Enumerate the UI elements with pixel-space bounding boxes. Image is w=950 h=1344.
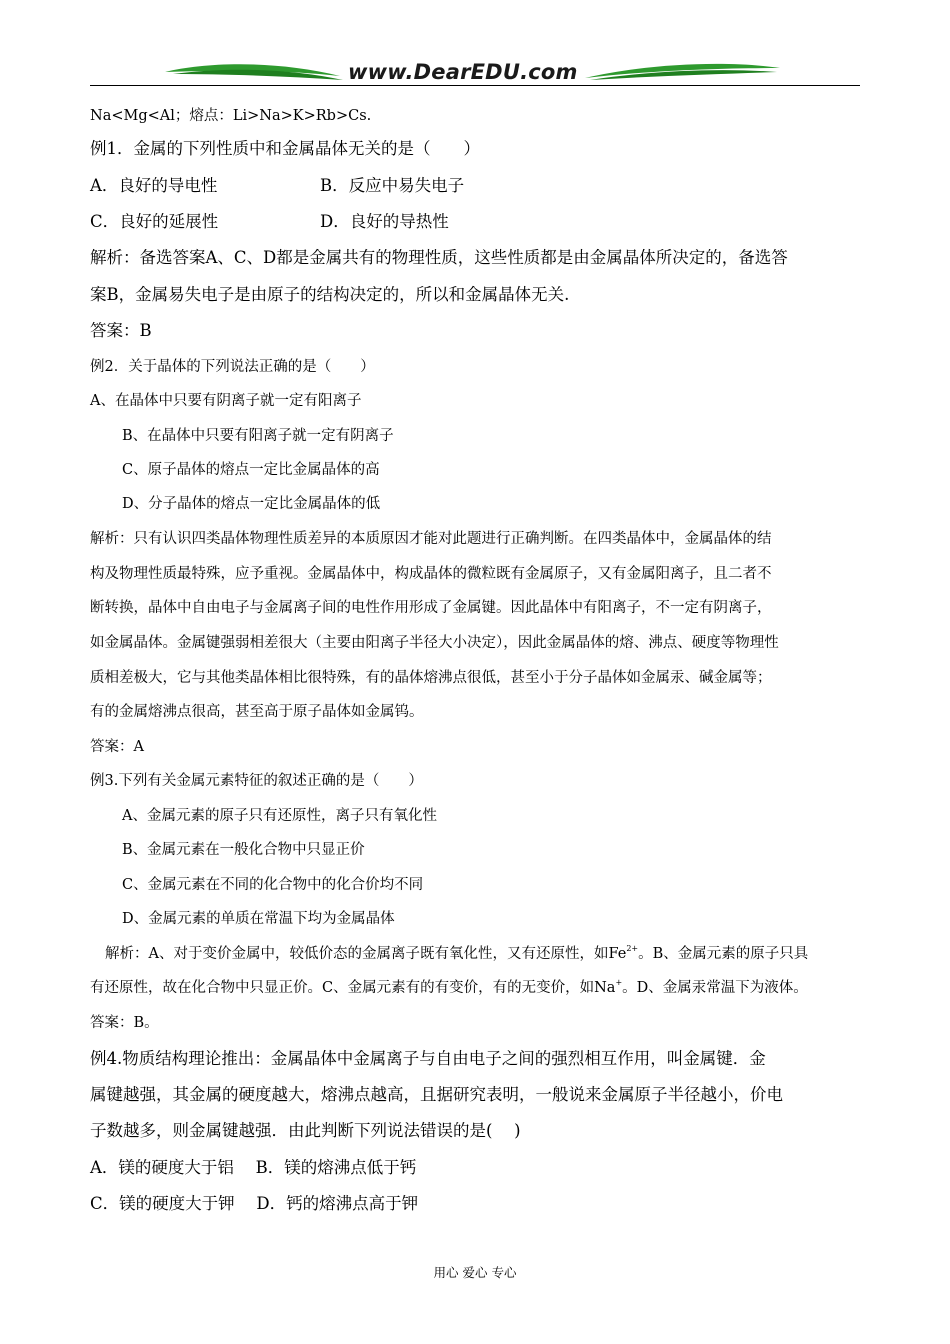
example-2-analysis: 断转换，晶体中自由电子与金属离子间的电性作用形成了金属键。因此晶体中有阳离子，不一定有阴离子， (90, 600, 772, 616)
example-1-option-a: A．良好的导电性 (90, 176, 218, 195)
text-line: Na<Mg<Al；熔点：Li>Na>K>Rb>Cs. (90, 108, 372, 124)
example-2-option-d: D、分子晶体的熔点一定比金属晶体的低 (122, 496, 381, 512)
example-3-option-a: A、金属元素的原子只有还原性，离子只有氧化性 (122, 808, 437, 824)
example-4-question: 子数越多，则金属键越强．由此判断下列说法错误的是( ) (90, 1121, 521, 1140)
example-1-answer: 答案：B (90, 321, 152, 340)
example-3-option-b: B、金属元素在一般化合物中只显正价 (122, 842, 365, 858)
example-1-option-d: D．良好的导热性 (320, 212, 449, 231)
header-divider (90, 85, 860, 86)
example-2-analysis: 有的金属熔沸点很高，甚至高于原子晶体如金属钨。 (90, 704, 424, 720)
example-1-option-c: C．良好的延展性 (90, 212, 219, 231)
example-2-option-b: B、在晶体中只要有阳离子就一定有阴离子 (122, 428, 394, 444)
example-3-analysis (90, 976, 808, 997)
charge-superscript: + (615, 978, 623, 987)
example-2-analysis: 如金属晶体。金属键强弱相差很大（主要由阳离子半径大小决定），因此金属晶体的熔、沸点、硬度等物理性 (90, 635, 779, 651)
example-1-question: 例1．金属的下列性质中和金属晶体无关的是（ ） (90, 139, 480, 158)
example-2-analysis: 构及物理性质最特殊，应予重视。金属晶体中，构成晶体的微粒既有金属原子，又有金属阳离子，且二者不 (90, 566, 772, 582)
example-2-analysis: 解析：只有认识四类晶体物理性质差异的本质原因才能对此题进行正确判断。在四类晶体中，金属晶体的结 (90, 531, 772, 547)
example-3-answer: 答案：B。 (90, 1015, 159, 1031)
analysis-text: 有还原性，故在化合物中只显正价。C、金属元素有的有变价，有的无变价，如Na (90, 980, 616, 996)
example-3-option-d: D、金属元素的单质在常温下均为金属晶体 (122, 911, 395, 927)
example-4-question: 属键越强，其金属的硬度越大，熔沸点越高，且据研究表明，一般说来金属原子半径越小，价电 (90, 1085, 783, 1104)
analysis-text: 。B、金属元素的原子只具 (638, 946, 809, 962)
example-3-question: 例3.下列有关金属元素特征的叙述正确的是（ ） (90, 773, 423, 789)
logo-text: www.DearEDU.com (348, 60, 578, 84)
page-footer: 用心 爱心 专心 (433, 1265, 517, 1280)
example-3-option-c: C、金属元素在不同的化合物中的化合价均不同 (122, 877, 424, 893)
analysis-text: 。D、金属汞常温下为液体。 (622, 980, 808, 996)
example-2-option-c: C、原子晶体的熔点一定比金属晶体的高 (122, 462, 380, 478)
example-2-option-a: A、在晶体中只要有阴离子就一定有阳离子 (90, 393, 362, 409)
analysis-text: 解析：A、对于变价金属中，较低价态的金属离子既有氧化性，又有还原性，如Fe (105, 946, 627, 962)
example-3-analysis (105, 942, 808, 963)
example-2-answer: 答案：A (90, 739, 144, 755)
example-4-options-cd: C．镁的硬度大于钾 D．钙的熔沸点高于钾 (90, 1194, 419, 1213)
example-2-analysis: 质相差极大，它与其他类晶体相比很特殊，有的晶体熔沸点很低，甚至小于分子晶体如金属汞、碱金属等； (90, 670, 772, 686)
example-1-analysis: 解析：备选答案A、C、D都是金属共有的物理性质，这些性质都是由金属晶体所决定的，备选答 (90, 248, 788, 267)
example-4-options-ab: A．镁的硬度大于铝 B．镁的熔沸点低于钙 (90, 1158, 417, 1177)
example-4-question: 例4.物质结构理论推出：金属晶体中金属离子与自由电子之间的强烈相互作用，叫金属键．金 (90, 1049, 766, 1068)
example-1-analysis: 案B，金属易失电子是由原子的结构决定的，所以和金属晶体无关. (90, 285, 570, 304)
example-2-question: 例2．关于晶体的下列说法正确的是（ ） (90, 359, 375, 375)
example-1-option-b: B．反应中易失电子 (320, 176, 465, 195)
charge-superscript: 2+ (626, 944, 639, 953)
